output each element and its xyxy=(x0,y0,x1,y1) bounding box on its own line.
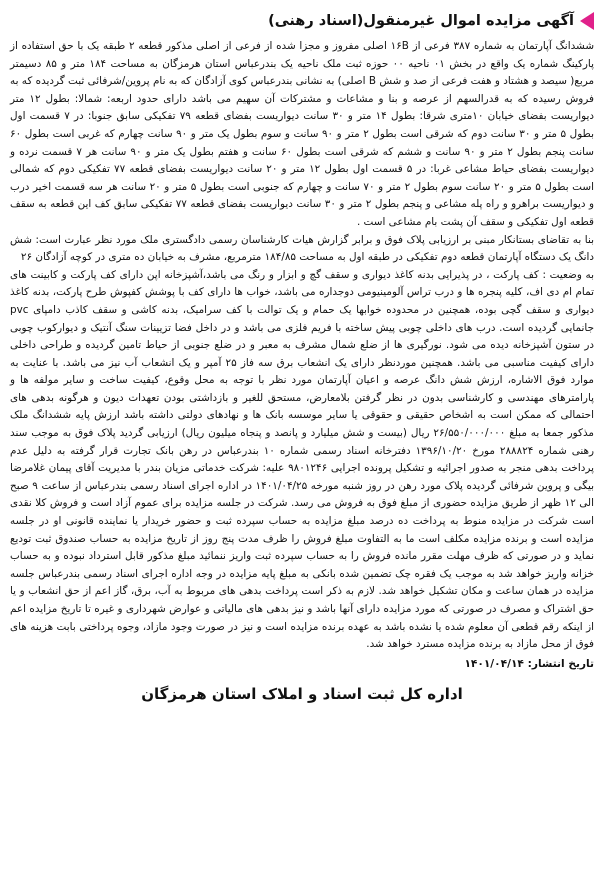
condition-and-terms: به وضعیت : کف پارکت ، در پذیرایی بدنه کاغذ دیواری و سقف گچ و ابزار و رنگ می باشد،آشپزخانه اپن دارای کف پارکت و کابینت های تمام ام دی اف، کلیه پنجره ها و درب تراس آلومینیومی دوجداره می باشد، خواب ها دارای کف با پوشش کفپوش طرح پارکت، بدنه کاغذ دیواری و سقف گچی بوده، همچنین در محدوده خوابها یک حمام و یک توالت با کف سرامیک، بدنه کاشی و سقف کاذب دامپای pvc جانمایی گردیده است. درب های داخلی چوبی پیش ساخته با فریم فلزی می باشد و در داخل فضا تزیینات سنگ آنتیک و دیوارکوب چوبی در ستون آشپزخانه دیده می شود. نورگیری ها از ضلع شمال مشرف به معبر و در ضلع جنوبی از حیاط تامین گردیده و طراحی داخلی دارای کیفیت مناسبی می باشد. همچنین موردنظر دارای یک انشعاب برق سه فاز ۲۵ آمپر و یک انشعاب آب نیز می باشد. با عنایت به موارد فوق الاشاره، ارزش شش دانگ عرصه و اعیان آپارتمان مورد نظر با توجه به محل وقوع، کیفیت ساخت و سایر مولفه ها و پارامترهای مهندسی و کارشناسی بدون در نظر گرفتن بلامعارض، مستحق للغیر و بازداشتی بودن تعهدات دیون و هرگونه بدهی های احتمالی که ممکن است به اشخاص حقیقی و حقوقی یا سایر موسسه بانک ها و نهادهای دولتی داشته باشد ارزش پایه ششدانگ ملک مذکور جمعا به مبلغ ۲۶/۵۵۰/۰۰۰/۰۰۰ ریال (بیست و شش میلیارد و پانصد و پنجاه میلیون ریال) ارزیابی گردید پلاک فوق به موجب سند رهنی شماره ۲۸۸۸۲۴ مورخ ۱۳۹۶/۱۰/۲۰ دفترخانه اسناد رسمی شماره ۱۰ بندرعباس در رهن بانک تجارت قرار گرفته به دلیل عدم پرداخت بدهی منجر به صدور اجرائیه و تشکیل پرونده اجرایی ۹۸۰۱۲۴۶ علیه: شرکت خدماتی مزیان بندر با مدیریت آقای پیمان غلامرضا بیگی و پروین شرفائی گردیده پلاک مورد رهن در روز شنبه مورخه ۱۴۰۱/۰۴/۲۵ در اداره اجرای اسناد رسمی بندرعباس از ساعت ۹ صبح الی ۱۲ ظهر از طریق مزایده حضوری از مبلغ فوق به فروش می رسد. شرکت در جلسه مزایده برای عموم آزاد است و فروش کلا نقدی است شرکت در مزایده منوط به پرداخت ده درصد مبلغ مزایده به حساب سپرده ثبت و حضور خریدار یا نماینده قانونی او در جلسه مزایده است و برنده مزایده مکلف است ما به التفاوت مبلغ فروش را ظرف مدت پنج روز از تاریخ مزایده به حساب صندوق ثبت تودیع نماید و در صورتی که ظرف مهلت مقرر مانده فروش را به حساب سپرده ثبت واریز ننمائید مبلغ مذکور قابل استرداد نبوده و به حساب خزانه واریز خواهد شد به موجب یک فقره چک تضمین شده بانکی به مبلغ پایه مزایده در وجه اداره اجرای اسناد رسمی بندرعباس جلسه مزایده در همان ساعت و مکان تشکیل خواهد شد. لازم به ذکر است پرداخت بدهی های مربوط به آب، برق، گاز اعم از حق انشعاب و یا حق اشتراک و مصرف در صورتی که مورد مزایده دارای آنها باشد و نیز بدهی های مالیاتی و عوارض شهرداری و غیره تا تاریخ مزایده اعم از اینکه رقم قطعی آن معلوم شده یا نشده باشد به عهده برنده مزایده است و نیز در صورت وجود مازاد، وجوه پرداختی بابت هزینه های فوق از محل مازاد به برنده مزایده مسترد خواهد شد. xyxy=(10,268,595,651)
property-description: ششدانگ آپارتمان به شماره ۳۸۷ فرعی از ۱۶B اصلی مفروز و مجزا شده از فرعی از اصلی مذکور قطعه ۲ طبقه یک با حق استفاده از پارکینگ شماره یک واقع در بخش ۰۱ ناحیه ۰۰ حوزه ثبت ملک ناحیه یک بندرعباس استان هرمزگان به مساحت ۱۸۴ متر و ۸۵ دسیمتر مربع( سیصد و هشتاد و هفت فرعی از صد و شش B اصلی) به نشانی بندرعباس کوی آزادگان که به نام پروین/شرفائی ثبت گردیده که به فروش رسیده که به قدرالسهم از عرصه و بنا و مشاعات و مشترکات آن سهیم می باشد دارای حدود اربعه: شمالا: بطول ۱۲ متر دیواریست بفضای خیابان ۱۰متری شرقا: بطول ۱۴ متر و ۳۰ سانت دیواریست بفضای قطعه ۷۹ تفکیکی سابق جنوبا: در ۷ قسمت اول بطول ۵ متر و ۳۰ سانت دوم که شرقی است بطول ۲ متر و ۹۰ سانت و سوم بطول یک متر و ۹۰ سانت چهارم که غربی است بطول ۶۰ سانت پنجم بطول ۲ متر و ۹۰ سانت و ششم که شرقی است بطول ۶۰ سانت و هفتم بطول یک متر و ۹۰ سانت هر ۷ قسمت نرده و دیواریست بفضای حیاط مشاعی غربا: در ۵ قسمت اول بطول ۱۲ متر و ۲۰ سانت دیواریست بفضای قطعه ۷۷ تفکیکی دوم که شمالی است بطول ۵ متر و ۲۰ سانت سوم بطول ۲ متر و ۷۰ سانت و چهارم که جنوبی است بطول ۵ متر و ۲۰ سانت هر سه قسمت اخیر درب و دیواریست براهرو و راه پله مشاعی و پنجم بطول ۲ متر و ۳۰ سانت دیواریست بفضای قطعه ۷۷ تفکیکی سابق کف این قطعه به سقف قطعه اول تفکیکی و سقف آن پشت بام مشاعی است . xyxy=(10,40,595,228)
appraisal-request: بنا به تقاضای بستانکار مبنی بر ارزیابی پلاک فوق و برابر گزارش هیات کارشناسان رسمی دادگستری ملک مورد نظر عبارت است: شش دانگ یک دستگاه آپارتمان قطعه دوم تفکیکی در طبقه اول به مساحت ۱۸۴/۸۵ مترمربع، مشرف به خیابان ده متری در کوچه آزادگان ۲۶ xyxy=(10,233,594,264)
notice-body xyxy=(10,38,594,654)
notice-header xyxy=(10,8,594,34)
publication-date: ۱۴۰۱/۰۴/۱۴ xyxy=(464,657,524,670)
publication-date-line xyxy=(10,655,594,673)
notice-title: آگهی مزایده اموال غیرمنقول(اسناد رهنی) xyxy=(268,13,574,29)
issuer-signature: اداره کل ثبت اسناد و املاک استان هرمزگان xyxy=(141,684,463,703)
triangle-marker-icon xyxy=(580,12,594,30)
publication-label: تاریخ انتشار: xyxy=(527,657,594,670)
